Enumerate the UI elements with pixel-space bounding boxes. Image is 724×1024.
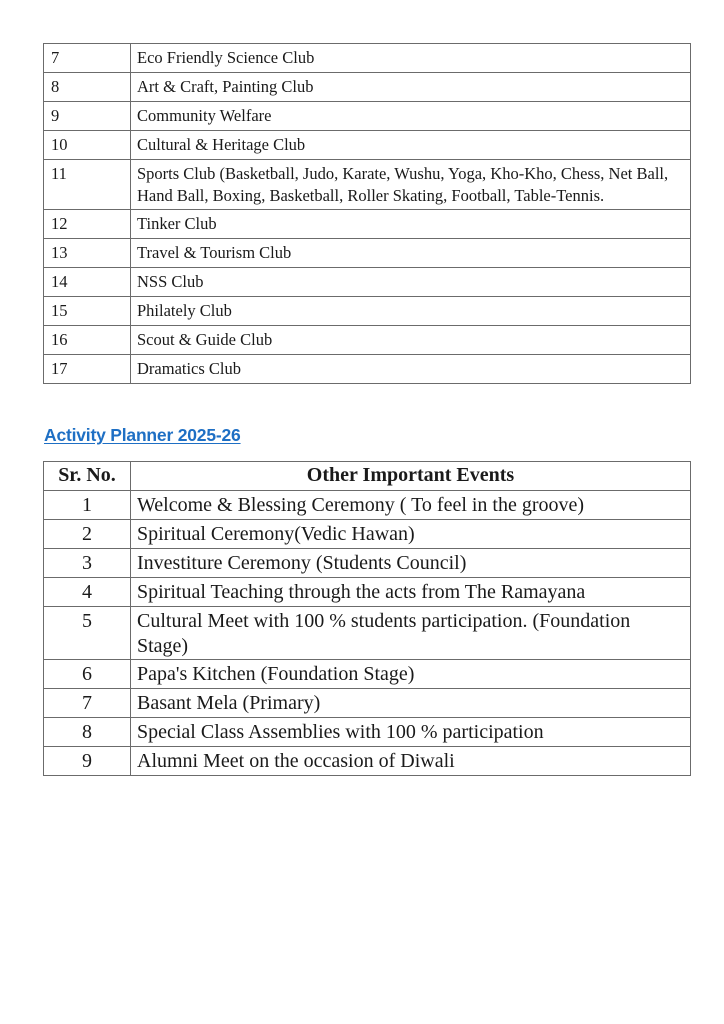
- club-name: Travel & Tourism Club: [131, 239, 691, 268]
- table-row: [44, 160, 691, 210]
- event-number: 7: [44, 689, 131, 718]
- event-name: Welcome & Blessing Ceremony ( To feel in the groove): [131, 491, 691, 520]
- club-name: Sports Club (Basketball, Judo, Karate, Wushu, Yoga, Kho-Kho, Chess, Net Ball, Hand Ball, Boxing, Basketball, Roller Skating, Football, Table-Tennis.: [131, 160, 691, 210]
- club-number: 11: [44, 160, 131, 210]
- table-row: [44, 549, 691, 578]
- event-name: Basant Mela (Primary): [131, 689, 691, 718]
- table-row: [44, 718, 691, 747]
- club-name: Scout & Guide Club: [131, 326, 691, 355]
- table-row: [44, 491, 691, 520]
- table-row: [44, 131, 691, 160]
- event-number: 8: [44, 718, 131, 747]
- events-table: [43, 461, 691, 776]
- club-number: 14: [44, 268, 131, 297]
- event-number: 5: [44, 607, 131, 660]
- event-name: Alumni Meet on the occasion of Diwali: [131, 747, 691, 776]
- header-other-important-events: Other Important Events: [131, 462, 691, 491]
- event-name: Investiture Ceremony (Students Council): [131, 549, 691, 578]
- table-row: [44, 747, 691, 776]
- table-row: [44, 578, 691, 607]
- event-name: Spiritual Teaching through the acts from The Ramayana: [131, 578, 691, 607]
- event-number: 4: [44, 578, 131, 607]
- table-row: [44, 326, 691, 355]
- club-name: Cultural & Heritage Club: [131, 131, 691, 160]
- event-name: Cultural Meet with 100 % students participation. (Foundation Stage): [131, 607, 691, 660]
- event-name: Spiritual Ceremony(Vedic Hawan): [131, 520, 691, 549]
- club-number: 13: [44, 239, 131, 268]
- club-name: Community Welfare: [131, 102, 691, 131]
- header-sr-no: Sr. No.: [44, 462, 131, 491]
- club-name: Philately Club: [131, 297, 691, 326]
- table-row: [44, 660, 691, 689]
- table-row: [44, 239, 691, 268]
- club-name: Dramatics Club: [131, 355, 691, 384]
- event-number: 2: [44, 520, 131, 549]
- table-row: [44, 355, 691, 384]
- table-row: [44, 73, 691, 102]
- club-number: 15: [44, 297, 131, 326]
- table-row: [44, 44, 691, 73]
- table-row: [44, 520, 691, 549]
- clubs-table: [43, 43, 691, 384]
- table-row: [44, 102, 691, 131]
- club-name: Art & Craft, Painting Club: [131, 73, 691, 102]
- table-row: [44, 268, 691, 297]
- club-name: Tinker Club: [131, 210, 691, 239]
- club-number: 9: [44, 102, 131, 131]
- activity-planner-heading: Activity Planner 2025-26: [44, 425, 241, 445]
- club-number: 10: [44, 131, 131, 160]
- club-name: Eco Friendly Science Club: [131, 44, 691, 73]
- event-number: 6: [44, 660, 131, 689]
- table-row: [44, 297, 691, 326]
- club-number: 17: [44, 355, 131, 384]
- event-name: Papa's Kitchen (Foundation Stage): [131, 660, 691, 689]
- event-number: 3: [44, 549, 131, 578]
- table-row: [44, 689, 691, 718]
- club-number: 12: [44, 210, 131, 239]
- table-header-row: [44, 462, 691, 491]
- club-number: 8: [44, 73, 131, 102]
- club-name: NSS Club: [131, 268, 691, 297]
- table-row: [44, 210, 691, 239]
- club-number: 16: [44, 326, 131, 355]
- event-number: 9: [44, 747, 131, 776]
- event-number: 1: [44, 491, 131, 520]
- club-number: 7: [44, 44, 131, 73]
- event-name: Special Class Assemblies with 100 % participation: [131, 718, 691, 747]
- table-row: [44, 607, 691, 660]
